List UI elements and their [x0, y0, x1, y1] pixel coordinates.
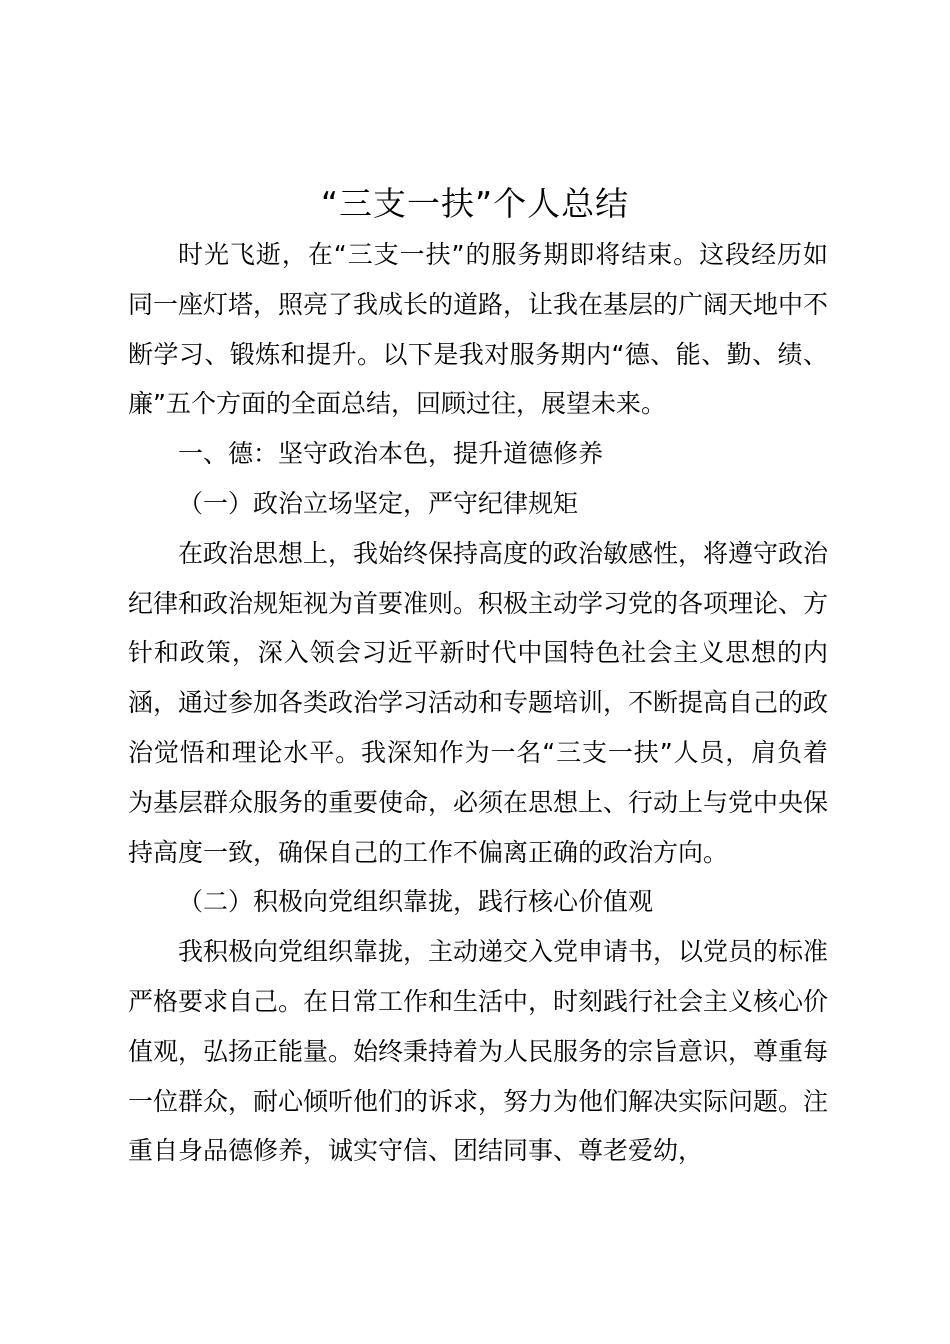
subsection-2-paragraph: 我积极向党组织靠拢，主动递交入党申请书，以党员的标准严格要求自己。在日常工作和生活中，时刻践行社会主义核心价值观，弘扬正能量。始终秉持着为人民服务的宗旨意识，尊重每一位群众，耐心倾听他们的诉求，努力为他们解决实际问题。注重自身品德修养，诚实守信、团结同事、尊老爱幼，	[128, 937, 829, 1166]
subsection-1-paragraph: 在政治思想上，我始终保持高度的政治敏感性，将遵守政治纪律和政治规矩视为首要准则。积极主动学习党的各项理论、方针和政策，深入领会习近平新时代中国特色社会主义思想的内涵，通过参加各类政治学习活动和专题培训，不断提高自己的政治觉悟和理论水平。我深知作为一名“三支一扶”人员，肩负着为基层群众服务的重要使命，必须在思想上、行动上与党中央保持高度一致，确保自己的工作不偏离正确的政治方向。	[128, 538, 829, 867]
section-heading-1: 一、德：坚守政治本色，提升道德修养	[178, 439, 604, 469]
document-title: “三支一扶”个人总结	[320, 184, 630, 223]
subsection-heading-2: （二）积极向党组织靠拢，践行核心价值观	[178, 887, 654, 917]
document-body	[128, 230, 828, 1176]
subsection-heading-1: （一）政治立场坚定，严守纪律规矩	[178, 488, 579, 518]
intro-paragraph: 时光飞逝，在“三支一扶”的服务期即将结束。这段经历如同一座灯塔，照亮了我成长的道路，让我在基层的广阔天地中不断学习、锻炼和提升。以下是我对服务期内“德、能、勤、绩、廉”五个方面的全面总结，回顾过往，展望未来。	[128, 240, 829, 419]
